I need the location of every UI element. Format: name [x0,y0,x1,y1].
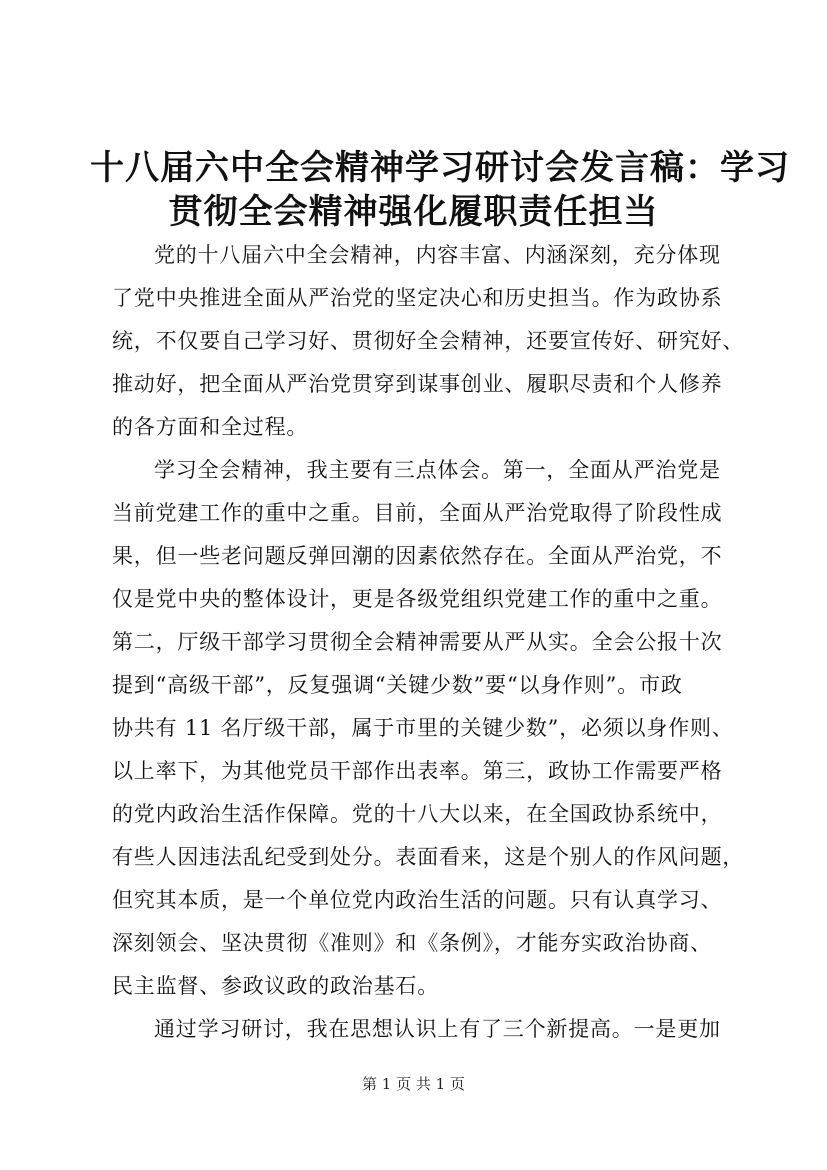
paragraph-line: 的各方面和全过程。 [112,415,309,439]
paragraph-line: 深刻领会、坚决贯彻《准则》和《条例》，才能夯实政治协商、 [112,931,712,955]
paragraph-line: 民主监督、参政议政的政治基石。 [112,974,439,998]
paragraph-line: 通过学习研讨，我在思想认识上有了三个新提高。一是更加 [154,1017,721,1041]
title-line-2: 贯彻全会精神强化履职责任担当 [168,192,659,232]
document-body [112,234,745,1051]
paragraph-line: 推动好，把全面从严治党贯穿到谋事创业、履职尽责和个人修养 [112,372,723,396]
paragraph-1 [112,234,745,449]
paragraph-line: 学习全会精神，我主要有三点体会。第一，全面从严治党是 [154,458,721,482]
document-title [90,146,790,234]
paragraph-line: 统，不仅要自己学习好、贯彻好全会精神，还要宣传好、研究好、 [112,329,745,353]
title-line-1: 十八届六中全会精神学习研讨会发言稿：学习 [90,148,790,188]
paragraph-line: 有些人因违法乱纪受到处分。表面看来，这是个别人的作风问题， [112,845,745,869]
paragraph-line: 但究其本质，是一个单位党内政治生活的问题。只有认真学习、 [112,888,723,912]
paragraph-2 [112,449,745,1008]
paragraph-3 [112,1008,742,1051]
paragraph-line: 以上率下，为其他党员干部作出表率。第三，政协工作需要严格 [112,759,723,783]
paragraph-line: 果，但一些老问题反弹回潮的因素依然存在。全面从严治党，不 [112,544,723,568]
paragraph-line: 第二，厅级干部学习贯彻全会精神需要从严从实。全会公报十次 [112,630,723,654]
page-footer: 第 1 页 共 1 页 [362,1075,465,1093]
paragraph-line: 提到“高级干部”，反复强调“关键少数”要“以身作则”。市政 [112,673,683,697]
paragraph-line: 协共有 11 名厅级干部，属于市里的关键少数”，必须以身作则、 [112,716,734,740]
paragraph-line: 党的十八届六中全会精神，内容丰富、内涵深刻，充分体现 [154,243,721,267]
paragraph-line: 当前党建工作的重中之重。目前，全面从严治党取得了阶段性成 [112,501,723,525]
paragraph-line: 了党中央推进全面从严治党的坚定决心和历史担当。作为政协系 [112,286,723,310]
paragraph-line: 仅是党中央的整体设计，更是各级党组织党建工作的重中之重。 [112,587,723,611]
paragraph-line: 的党内政治生活作保障。党的十八大以来，在全国政协系统中， [112,802,723,826]
